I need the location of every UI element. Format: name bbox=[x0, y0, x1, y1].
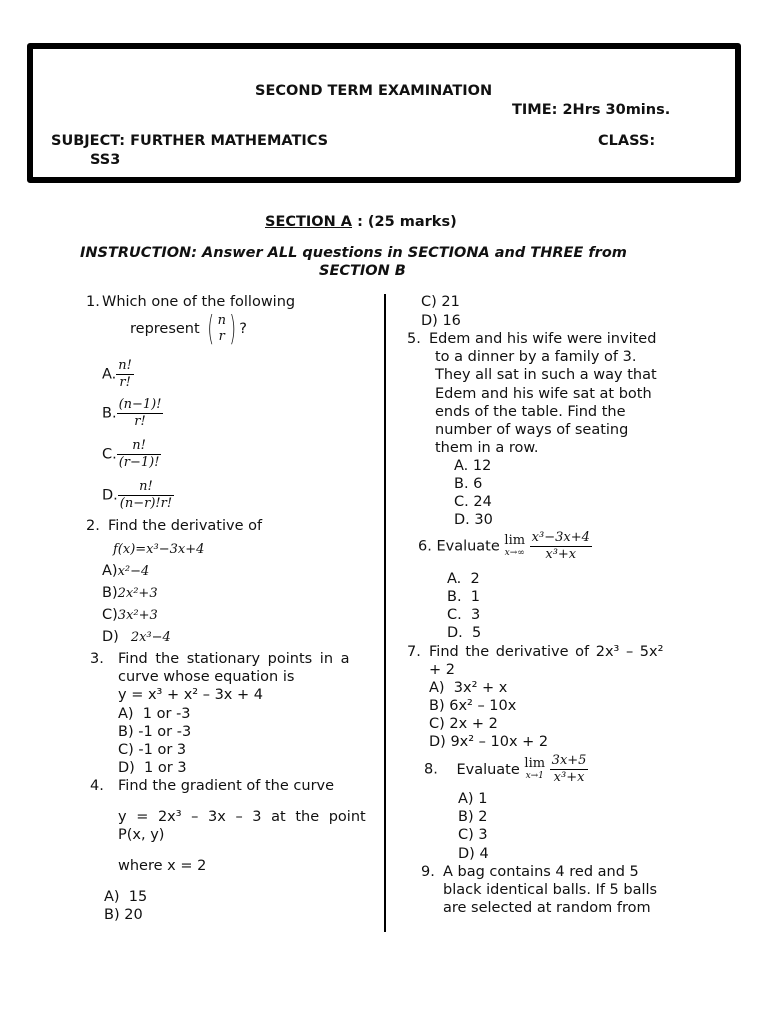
fraction bbox=[550, 753, 589, 786]
binom-top: n bbox=[217, 313, 226, 328]
q6-option-d bbox=[447, 625, 481, 641]
option-label: A. bbox=[102, 366, 117, 383]
q8-option-a bbox=[458, 791, 487, 807]
q7-line1: Find the derivative of 2x³ – 5x² bbox=[429, 644, 664, 660]
option-label: C. bbox=[102, 446, 117, 463]
class-label: CLASS: bbox=[598, 133, 656, 149]
option-value: 30 bbox=[474, 512, 493, 528]
instruction-line1: INSTRUCTION: Answer ALL questions in SECTIONA and THREE from bbox=[80, 245, 627, 261]
q3-option-b bbox=[118, 724, 191, 740]
q8-option-b bbox=[458, 809, 487, 825]
instruction-line2: SECTION B bbox=[319, 263, 406, 279]
option-label: B) bbox=[458, 809, 474, 825]
option-value: 4 bbox=[479, 846, 489, 862]
binom bbox=[218, 313, 226, 345]
q7-option-c bbox=[429, 716, 498, 732]
q9-line1: A bag contains 4 red and 5 bbox=[443, 864, 639, 880]
q8-text: Evaluate bbox=[456, 761, 520, 778]
option-label: A) bbox=[118, 706, 134, 722]
option-value: 20 bbox=[124, 907, 143, 923]
option-label: C) bbox=[421, 294, 437, 310]
option-value: 9x² – 10x + 2 bbox=[450, 734, 549, 750]
q1-represent bbox=[130, 309, 247, 349]
option-label: D. bbox=[447, 625, 463, 641]
lim-text: lim bbox=[524, 755, 546, 771]
exam-time: TIME: 2Hrs 30mins. bbox=[512, 102, 671, 118]
q3-line2: curve whose equation is bbox=[118, 669, 295, 685]
q4-option-b bbox=[104, 907, 143, 923]
option-value: 15 bbox=[128, 889, 148, 905]
q7-number: 7. bbox=[407, 644, 421, 660]
option-value: 3x²+3 bbox=[117, 608, 158, 623]
q9-line2: black identical balls. If 5 balls bbox=[443, 882, 658, 898]
q5-line7: them in a row. bbox=[435, 440, 539, 456]
fraction-den: (n−r)!r! bbox=[119, 496, 173, 511]
q7-option-b bbox=[429, 698, 516, 714]
option-value: 2 bbox=[470, 571, 480, 587]
q1-represent-text: represent bbox=[130, 321, 200, 337]
q3-option-a bbox=[118, 706, 191, 722]
q1-option-c bbox=[102, 438, 161, 471]
q4-line4: where x = 2 bbox=[118, 858, 207, 874]
option-value: 2x²+3 bbox=[117, 586, 158, 601]
option-value: 1 or -3 bbox=[142, 706, 191, 722]
fraction bbox=[530, 530, 592, 563]
option-value: 2x + 2 bbox=[449, 716, 498, 732]
q9-number: 9. bbox=[421, 864, 435, 880]
q2-text: Find the derivative of bbox=[108, 518, 263, 534]
q7-option-a bbox=[429, 680, 507, 696]
q3-line1-text bbox=[118, 651, 361, 667]
option-value: 2 bbox=[478, 809, 488, 825]
option-label: B) bbox=[429, 698, 445, 714]
option-label: B. bbox=[447, 589, 462, 605]
option-value: 12 bbox=[472, 458, 492, 474]
fraction-num: 3x+5 bbox=[551, 753, 587, 768]
binom-right-paren: ) bbox=[229, 309, 236, 349]
option-label: D) bbox=[421, 313, 438, 329]
option-label: A) bbox=[458, 791, 474, 807]
exam-subject: SUBJECT: FURTHER MATHEMATICS bbox=[51, 133, 329, 149]
q5-line5: ends of the table. Find the bbox=[435, 404, 626, 420]
fraction-num: (n−1)! bbox=[118, 397, 162, 412]
option-label: C) bbox=[458, 827, 474, 843]
option-label: C) bbox=[118, 742, 134, 758]
fraction-den: r! bbox=[116, 374, 134, 391]
fraction bbox=[117, 397, 164, 430]
q2-option-d bbox=[102, 629, 171, 645]
option-label: A) bbox=[429, 680, 445, 696]
option-label: B) bbox=[104, 907, 120, 923]
fraction bbox=[116, 358, 134, 391]
q7-option-d bbox=[429, 734, 548, 750]
option-value: 5 bbox=[472, 625, 482, 641]
option-label: C. bbox=[454, 494, 469, 510]
option-label: D. bbox=[454, 512, 470, 528]
q4-option-d bbox=[421, 313, 461, 329]
option-value: 21 bbox=[441, 294, 460, 310]
class-value: SS3 bbox=[90, 152, 121, 168]
q2-option-c bbox=[102, 607, 158, 623]
option-label: B) bbox=[102, 585, 118, 601]
section-heading bbox=[265, 214, 457, 230]
option-value: 2x³−4 bbox=[130, 630, 171, 645]
limit-operator bbox=[504, 532, 526, 559]
q5-line4: Edem and his wife sat at both bbox=[435, 386, 652, 402]
option-label: C) bbox=[102, 607, 118, 623]
fraction-num: n! bbox=[139, 479, 153, 494]
q4-option-a bbox=[104, 889, 147, 905]
option-value: 1 or 3 bbox=[144, 760, 187, 776]
q6-option-a bbox=[447, 571, 480, 587]
option-label: A. bbox=[454, 458, 469, 474]
binom-bottom: r bbox=[218, 329, 225, 344]
q6-option-c bbox=[447, 607, 480, 623]
q8-option-c bbox=[458, 827, 488, 843]
q2-option-a bbox=[102, 563, 149, 579]
limit-operator bbox=[524, 755, 546, 782]
fraction-den: (r−1)! bbox=[118, 455, 160, 470]
q5-line1: Edem and his wife were invited bbox=[429, 331, 657, 347]
q3-option-c bbox=[118, 742, 186, 758]
section-marks: : (25 marks) bbox=[352, 214, 457, 230]
option-value: 16 bbox=[442, 313, 461, 329]
option-value: 1 bbox=[470, 589, 481, 605]
option-value: -1 or -3 bbox=[138, 724, 192, 740]
lim-text: lim bbox=[504, 532, 526, 548]
q1-option-b bbox=[102, 397, 163, 430]
q3-line1 bbox=[118, 651, 361, 667]
q4-line3: P(x, y) bbox=[118, 827, 165, 843]
q2-option-b bbox=[102, 585, 158, 601]
q1-option-a bbox=[102, 358, 134, 391]
q9-line3: are selected at random from bbox=[443, 900, 651, 916]
option-label: C) bbox=[429, 716, 445, 732]
option-value: 24 bbox=[473, 494, 492, 510]
q5-line2: to a dinner by a family of 3. bbox=[435, 349, 637, 365]
fraction-den: r! bbox=[117, 413, 164, 430]
option-label: D) bbox=[458, 846, 475, 862]
exam-title: SECOND TERM EXAMINATION bbox=[255, 83, 493, 99]
q5-line6: number of ways of seating bbox=[435, 422, 629, 438]
q3-number: 3. bbox=[90, 651, 104, 667]
q5-option-b bbox=[454, 476, 482, 492]
q5-option-a bbox=[454, 458, 491, 474]
option-label: D. bbox=[102, 487, 118, 504]
q1-option-d bbox=[102, 479, 174, 512]
fraction bbox=[118, 479, 174, 512]
option-value: 3 bbox=[470, 607, 481, 623]
option-label: D) bbox=[102, 629, 119, 645]
option-label: B. bbox=[102, 405, 117, 422]
fraction-num: n! bbox=[132, 438, 146, 453]
lim-sub: x→1 bbox=[525, 770, 544, 781]
option-value: x²−4 bbox=[117, 564, 150, 579]
q5-option-c bbox=[454, 494, 492, 510]
option-label: A) bbox=[104, 889, 120, 905]
q6-option-b bbox=[447, 589, 480, 605]
option-value: 6x² – 10x bbox=[449, 698, 517, 714]
q3-line3: y = x³ + x² – 3x + 4 bbox=[118, 687, 263, 703]
fraction-num: x³−3x+4 bbox=[531, 530, 590, 545]
q8-number: 8. bbox=[424, 761, 438, 778]
q4-line2: y = 2x³ – 3x – 3 at the point bbox=[118, 809, 366, 825]
section-name: SECTION A bbox=[265, 214, 353, 230]
q4-option-c bbox=[421, 294, 460, 310]
fraction-num: n! bbox=[118, 358, 132, 373]
q7-line2: + 2 bbox=[429, 662, 455, 678]
option-label: D) bbox=[429, 734, 446, 750]
fraction bbox=[117, 438, 162, 471]
q3-option-d bbox=[118, 760, 187, 776]
option-label: C. bbox=[447, 607, 462, 623]
option-label: B. bbox=[454, 476, 469, 492]
q8-row bbox=[424, 753, 588, 786]
q1-number: 1. bbox=[86, 294, 100, 310]
q5-number: 5. bbox=[407, 331, 421, 347]
q4-line1: Find the gradient of the curve bbox=[118, 778, 335, 794]
column-divider bbox=[384, 294, 386, 932]
option-label: D) bbox=[118, 760, 135, 776]
q1-text: Which one of the following bbox=[102, 294, 296, 310]
q3-line1-span: Find the stationary points in a bbox=[118, 651, 350, 667]
binom-left-paren: ( bbox=[207, 309, 215, 349]
option-label: A. bbox=[447, 571, 462, 587]
option-value: 1 bbox=[478, 791, 488, 807]
fraction-den: x³+x bbox=[550, 769, 589, 786]
q6-text: Evaluate bbox=[436, 538, 500, 555]
q6-number: 6. bbox=[418, 538, 432, 555]
q4-number: 4. bbox=[90, 778, 104, 794]
lim-sub: x→∞ bbox=[504, 547, 525, 558]
q2-number: 2. bbox=[86, 518, 100, 534]
q8-option-d bbox=[458, 846, 489, 862]
q6-row bbox=[418, 530, 592, 563]
q5-option-d bbox=[454, 512, 493, 528]
option-label: B) bbox=[118, 724, 134, 740]
q1-question-mark: ? bbox=[239, 321, 247, 337]
q2-function: f(x)=x³−3x+4 bbox=[113, 542, 205, 557]
q5-line3: They all sat in such a way that bbox=[435, 367, 657, 383]
option-value: 3x² + x bbox=[453, 680, 508, 696]
fraction-den: x³+x bbox=[530, 546, 592, 563]
option-value: 6 bbox=[473, 476, 483, 492]
option-value: 3 bbox=[478, 827, 488, 843]
option-label: A) bbox=[102, 563, 118, 579]
option-value: -1 or 3 bbox=[138, 742, 187, 758]
